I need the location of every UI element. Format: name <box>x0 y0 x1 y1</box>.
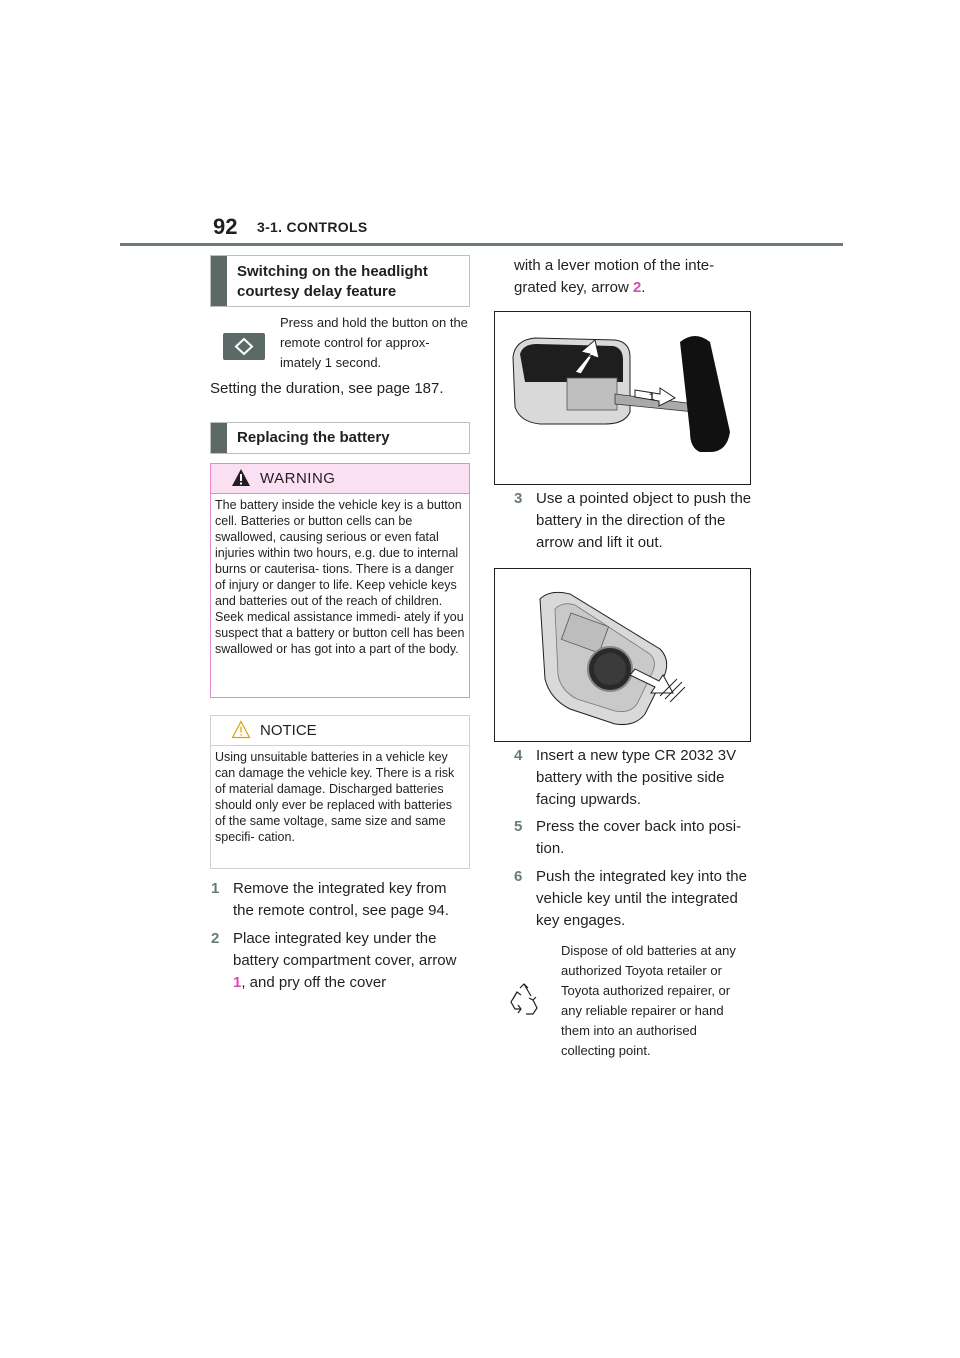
step-text: Use a pointed object to push the battery in the direction of the arrow and lift it out. <box>536 490 752 551</box>
step-number: 6 <box>514 868 523 885</box>
battery-heading-box <box>210 422 470 454</box>
battery-compartment-figure <box>494 568 751 742</box>
warning-triangle-icon <box>231 468 251 492</box>
disposal-text: Dispose of old batteries at any authorized Toyota retailer or Toyota authorized repairer, or any reliable repairer or hand them into an authorised collecting point. <box>561 943 736 1058</box>
warning-text: The battery inside the vehicle key is a button cell. Batteries or button cells can be swallowed, causing serious or even fatal injuries within two hours, e.g. due to internal burns or cauterisa- tions. There is a danger of injury or danger to life. Keep vehicle keys and batteries out of the reach of children. Seek medical assistance immedi- ately if you suspect that a battery or button cell has been swallowed or has got into a part of the body. <box>215 498 465 656</box>
step-text: Push the integrated key into the vehicle key until the integrated key engages. <box>536 868 747 929</box>
continuation-text <box>514 255 754 299</box>
step-2 <box>211 928 469 994</box>
duration-text: Setting the duration, see page 187. <box>210 380 444 397</box>
notice-label: NOTICE <box>260 722 317 739</box>
headlight-heading-box <box>210 255 470 307</box>
step-text: Press the cover back into posi- tion. <box>536 818 742 857</box>
step-text <box>233 928 469 994</box>
step-6 <box>514 866 754 932</box>
warning-header <box>211 464 469 494</box>
arrow-reference: 1 <box>233 974 242 991</box>
header-rule <box>120 243 843 246</box>
step-4 <box>514 745 754 811</box>
step-text-before: Place integrated key under the battery compartment cover, arrow <box>233 930 457 969</box>
continuation-before: with a lever motion of the inte- grated key, arrow <box>514 257 715 296</box>
arrow-reference: 2 <box>632 279 642 296</box>
recycle-icon <box>506 982 542 1018</box>
notice-box <box>210 715 470 869</box>
step-number: 5 <box>514 818 523 835</box>
step-number: 2 <box>211 930 220 947</box>
continuation-after: . <box>641 279 646 296</box>
headlight-heading: Switching on the headlight courtesy delay feature <box>237 263 428 300</box>
notice-text: Using unsuitable batteries in a vehicle key can damage the vehicle key. There is a risk of material damage. Discharged batteries should only ever be replaced with batteries of the same voltage, same size and same specifi- cation. <box>215 750 455 844</box>
warning-label: WARNING <box>260 470 336 487</box>
step-3 <box>514 488 754 554</box>
headlight-button-icon <box>223 333 265 360</box>
heading-bar <box>211 423 227 453</box>
headlight-text: Press and hold the button on the remote control for approx- imately 1 second. <box>280 315 468 370</box>
step-text-after: , and pry off the cover <box>241 974 387 991</box>
section-title: 3-1. CONTROLS <box>257 219 368 235</box>
step-5 <box>514 816 754 860</box>
step-number: 1 <box>211 880 220 897</box>
warning-box <box>210 463 470 698</box>
step-number: 3 <box>514 490 523 507</box>
figure-arrow-label: 1 <box>649 392 655 403</box>
figure-arrow-label: 2 <box>589 354 595 365</box>
notice-triangle-icon <box>231 720 251 744</box>
battery-heading: Replacing the battery <box>237 429 390 446</box>
notice-header <box>211 716 469 746</box>
step-1 <box>211 878 469 922</box>
heading-bar <box>211 256 227 306</box>
page-number: 92 <box>213 214 238 239</box>
step-text: Insert a new type CR 2032 3V battery with the positive side facing upwards. <box>536 747 737 808</box>
key-removal-figure <box>494 311 751 485</box>
step-text: Remove the integrated key from the remote control, see page 94. <box>233 880 449 919</box>
step-number: 4 <box>514 747 523 764</box>
